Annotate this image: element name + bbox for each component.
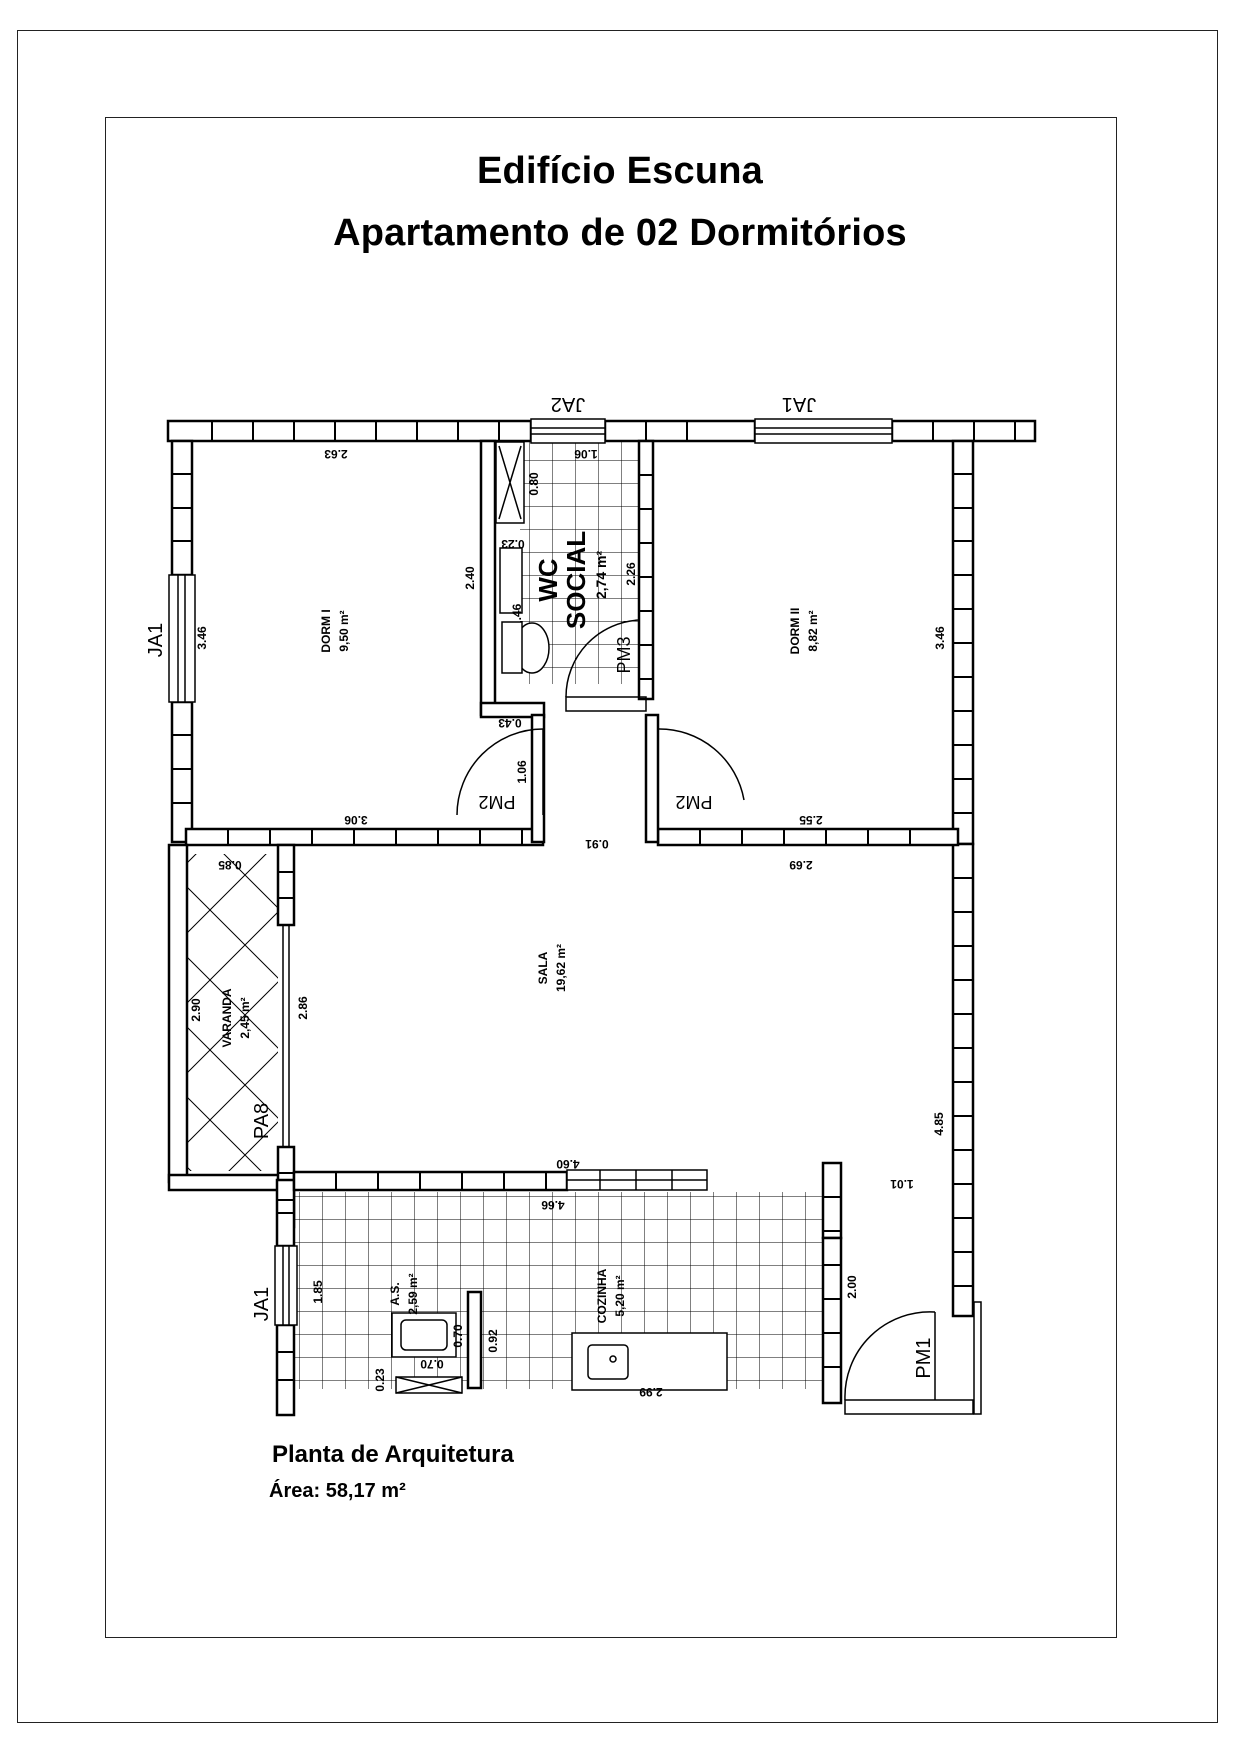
dim-346-left: 3.46: [195, 626, 209, 650]
cozinha-area: 5,20 m²: [613, 1275, 627, 1317]
dim-485: 4.85: [932, 1112, 946, 1136]
dim-106-door: 1.06: [515, 760, 529, 784]
dim-085: 0.85: [218, 858, 242, 872]
dim-286: 2.86: [296, 996, 310, 1020]
tag-ja1-left: JA1: [145, 622, 167, 658]
apartment-title: Apartamento de 02 Dormitórios: [333, 212, 907, 254]
dim-023-wc: 0.23: [501, 537, 525, 551]
dim-070b: 0.70: [420, 1357, 444, 1371]
dim-101: 1.01: [890, 1177, 914, 1191]
dim-346-right: 3.46: [933, 626, 947, 650]
dim-106-top: 1.06: [574, 447, 598, 461]
dorm1-name: DORM I: [319, 609, 333, 653]
dim-091: 0.91: [585, 837, 609, 851]
dim-023-as: 0.23: [373, 1368, 387, 1392]
tag-pm1: PM1: [913, 1337, 935, 1379]
dim-043: 0.43: [498, 716, 522, 730]
dorm2-area: 8,82 m²: [806, 610, 820, 652]
sala-name: SALA: [536, 951, 550, 985]
dim-269: 2.69: [789, 858, 813, 872]
dim-299: 2.99: [639, 1385, 663, 1399]
dim-240: 2.40: [463, 566, 477, 590]
tag-pa8: PA8: [251, 1102, 273, 1140]
as-name: A.S.: [388, 1282, 402, 1306]
varanda-area: 2,45 m²: [238, 997, 252, 1039]
tag-pm3: PM3: [614, 636, 634, 674]
tag-pm2-left: PM2: [478, 792, 516, 812]
dim-070a: 0.70: [451, 1324, 465, 1348]
kitchen-floor-tiles: [292, 1192, 825, 1389]
dorm2-name: DORM II: [788, 607, 802, 655]
tag-ja2-top: JA2: [550, 393, 586, 415]
dim-263: 2.63: [324, 447, 348, 461]
as-area: 2,59 m²: [406, 1273, 420, 1315]
dim-092: 0.92: [486, 1329, 500, 1353]
total-area: Área: 58,17 m²: [269, 1480, 406, 1502]
tag-pm2-right: PM2: [675, 792, 713, 812]
plan-caption: Planta de Arquitetura: [272, 1441, 514, 1468]
building-title: Edifício Escuna: [477, 150, 763, 192]
sala-area: 19,62 m²: [554, 943, 568, 993]
dim-185: 1.85: [311, 1280, 325, 1304]
dim-080: 0.80: [527, 472, 541, 496]
dim-306: 3.06: [344, 813, 368, 827]
dim-460: 4.60: [556, 1157, 580, 1171]
varanda-name: VARANDA: [220, 988, 234, 1048]
wc-area: 2,74 m²: [593, 550, 609, 600]
tag-ja1-top: JA1: [781, 393, 817, 415]
dim-466: 4.66: [541, 1198, 565, 1212]
cozinha-name: COZINHA: [595, 1268, 609, 1324]
tag-ja1-bottom: JA1: [251, 1286, 273, 1322]
dim-146: .46: [510, 603, 524, 621]
dim-226: 2.26: [624, 562, 638, 586]
dorm1-area: 9,50 m²: [337, 610, 351, 652]
dim-200: 2.00: [845, 1275, 859, 1299]
wc-name-1: WC: [533, 558, 563, 602]
dim-290: 2.90: [189, 998, 203, 1022]
wc-name-2: SOCIAL: [561, 530, 591, 630]
dim-255: 2.55: [799, 813, 823, 827]
